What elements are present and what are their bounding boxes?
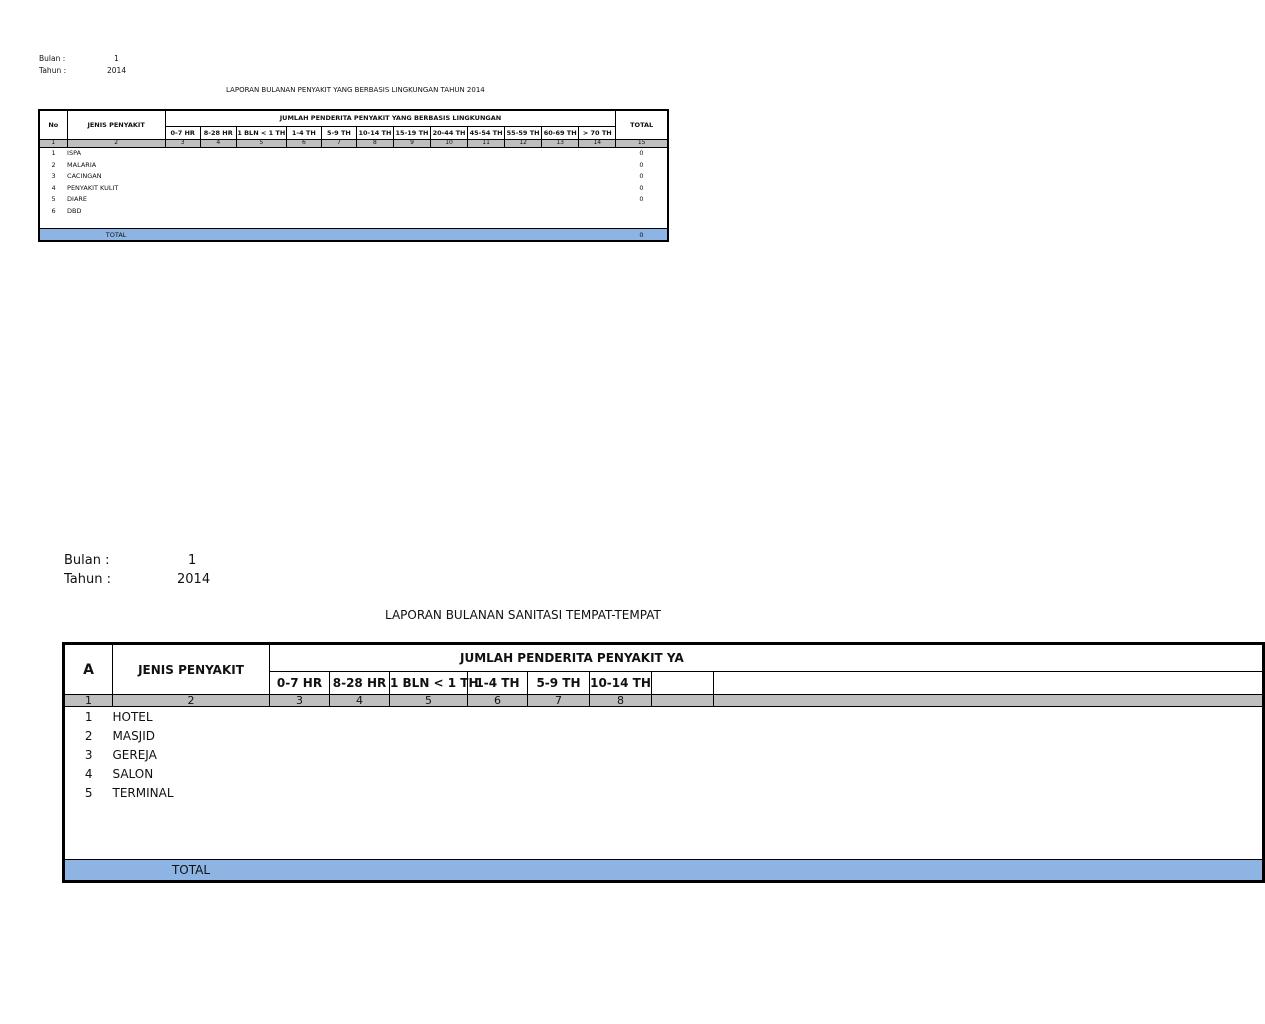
age-col: 20-44 TH (431, 126, 468, 139)
age-col: 1-4 TH (468, 672, 528, 695)
table-row (64, 707, 1264, 727)
row-total: 0 (639, 183, 644, 192)
total-row-2 (64, 860, 1264, 882)
row-name: HOTEL (112, 709, 153, 724)
age-col: 15-19 TH (393, 126, 430, 139)
total-label-2: TOTAL (113, 860, 270, 882)
header-a: A (64, 644, 113, 695)
total-label: TOTAL (67, 229, 165, 242)
index-cell: 12 (505, 139, 542, 147)
table-row (39, 159, 668, 171)
table-row (39, 171, 668, 183)
row-no: 3 (84, 747, 93, 762)
tahun-value: 2014 (107, 66, 127, 75)
index-cell: 14 (579, 139, 616, 147)
table-row (64, 745, 1264, 764)
index-cell: 3 (270, 695, 330, 707)
age-col: 5-9 TH (528, 672, 590, 695)
row-name: PENYAKIT KULIT (67, 183, 119, 192)
row-no: 6 (51, 206, 56, 215)
table-row (39, 205, 668, 217)
index-cell: 4 (330, 695, 390, 707)
table-row (39, 182, 668, 194)
report-title: LAPORAN BULANAN PENYAKIT YANG BERBASIS LINGKUNGAN TAHUN 2014 (226, 86, 485, 94)
report-title-2: LAPORAN BULANAN SANITASI TEMPAT-TEMPAT (385, 608, 661, 622)
age-col: 0-7 HR (270, 672, 330, 695)
row-total: 0 (639, 149, 644, 158)
index-cell: 9 (393, 139, 430, 147)
index-cell: 13 (542, 139, 579, 147)
table-row (64, 726, 1264, 745)
row-name: MASJID (112, 728, 155, 743)
row-name: MALARIA (67, 160, 97, 169)
row-total: 0 (639, 195, 644, 204)
index-cell: 10 (431, 139, 468, 147)
row-name: GEREJA (112, 747, 157, 762)
age-col: 60-69 TH (542, 126, 579, 139)
index-cell: 7 (321, 139, 356, 147)
age-col: 1 BLN < 1 TH (390, 672, 468, 695)
age-col: 0-7 HR (165, 126, 200, 139)
index-cell: 5 (236, 139, 286, 147)
index-cell: 1 (39, 139, 67, 147)
row-total: 0 (639, 160, 644, 169)
row-total: 0 (639, 172, 644, 181)
age-col: 1 BLN < 1 TH (236, 126, 286, 139)
total-row (39, 229, 668, 242)
row-name: DBD (67, 206, 82, 215)
index-cell: 2 (113, 695, 270, 707)
index-cell: 5 (390, 695, 468, 707)
index-cell: 1 (64, 695, 113, 707)
index-cell: 8 (356, 139, 393, 147)
disease-report-table (38, 109, 669, 242)
header-jenis-penyakit-2: JENIS PENYAKIT (113, 644, 270, 695)
table-row (39, 147, 668, 159)
row-no: 5 (51, 195, 56, 204)
index-cell: 2 (67, 139, 165, 147)
table-row (39, 194, 668, 206)
index-cell: 3 (165, 139, 200, 147)
row-no: 4 (51, 183, 56, 192)
table-row (64, 783, 1264, 802)
bulan-label: Bulan : (39, 54, 66, 63)
age-col: 8-28 HR (200, 126, 236, 139)
index-cell: 15 (616, 139, 668, 147)
age-col: 45-54 TH (468, 126, 505, 139)
bulan-value-2: 1 (188, 553, 197, 568)
row-name: ISPA (67, 149, 82, 158)
age-col: 8-28 HR (330, 672, 390, 695)
index-cell: 8 (590, 695, 652, 707)
row-no: 5 (84, 785, 93, 800)
age-col: 10-14 TH (590, 672, 652, 695)
index-cell: 7 (528, 695, 590, 707)
row-name: CACINGAN (67, 172, 102, 181)
header-no: No (39, 110, 67, 139)
row-name: SALON (112, 766, 154, 781)
index-cell: 6 (468, 695, 528, 707)
tahun-value-2: 2014 (177, 572, 211, 587)
row-no: 4 (84, 766, 93, 781)
bulan-value: 1 (114, 54, 119, 63)
row-no: 1 (51, 149, 56, 158)
table-row (64, 764, 1264, 783)
tahun-label: Tahun : (39, 66, 67, 75)
index-cell: 4 (200, 139, 236, 147)
total-value: 0 (616, 229, 668, 242)
header-total: TOTAL (616, 110, 668, 139)
row-no: 2 (51, 160, 56, 169)
row-total (616, 205, 668, 217)
age-col: 55-59 TH (505, 126, 542, 139)
bulan-label-2: Bulan : (64, 553, 110, 568)
age-col: 5-9 TH (321, 126, 356, 139)
row-no: 2 (84, 728, 93, 743)
row-name: TERMINAL (112, 785, 174, 800)
header-jenis-penyakit: JENIS PENYAKIT (67, 110, 165, 139)
row-no: 1 (84, 709, 93, 724)
tahun-label-2: Tahun : (64, 572, 111, 587)
age-col: 10-14 TH (356, 126, 393, 139)
index-cell: 6 (286, 139, 321, 147)
age-col: > 70 TH (579, 126, 616, 139)
header-jumlah-penderita: JUMLAH PENDERITA PENYAKIT YANG BERBASIS LINGKUNGAN (165, 110, 616, 126)
row-name: DIARE (67, 195, 88, 204)
sanitation-table-viewport (62, 642, 684, 878)
age-col: 1-4 TH (286, 126, 321, 139)
sanitation-report-table (62, 642, 1265, 883)
header-jumlah-penderita-2: JUMLAH PENDERITA PENYAKIT YA (270, 644, 1264, 672)
index-cell: 11 (468, 139, 505, 147)
row-no: 3 (51, 172, 56, 181)
